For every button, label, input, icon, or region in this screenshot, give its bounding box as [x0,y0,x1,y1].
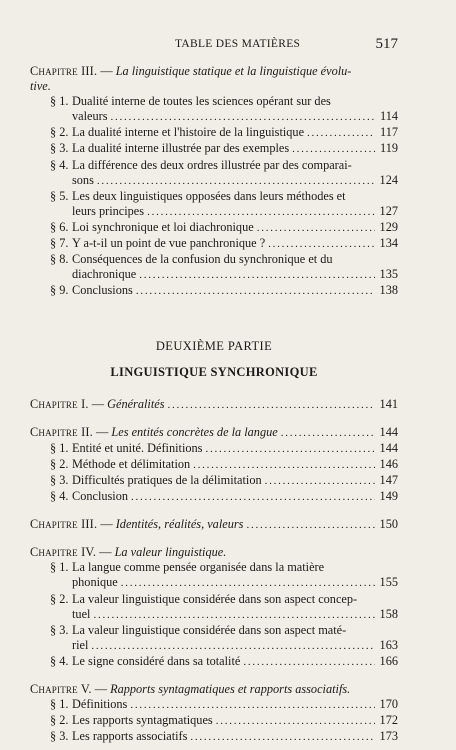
leader-dots [190,730,375,745]
section-title: La valeur linguistique considérée dans son aspect concep- [72,591,358,606]
leader-dots [136,284,375,299]
section-page: 158 [379,606,398,621]
leader-dots [111,110,375,125]
section-mark: § 1. [50,560,69,575]
section-title: Conclusions [72,283,133,298]
section-entry [50,236,398,252]
section-page: 138 [379,283,398,298]
chapter-dash: — [88,396,108,411]
section-entry [50,623,398,654]
section-title: Les deux linguistiques opposées dans leurs méthodes et [72,188,346,203]
section-entry [50,252,398,283]
leader-dots [167,398,375,413]
chapter-title: Identités, réalités, valeurs [115,517,244,532]
section-mark: § 6. [50,219,69,234]
section-mark: § 2. [50,591,69,606]
section-page: 114 [380,109,398,124]
section-page: 173 [379,729,398,744]
leader-dots [93,608,375,623]
section-page: 172 [379,713,398,728]
section-entry [50,654,398,670]
leader-dots [307,126,375,141]
section-mark: § 2. [50,456,69,471]
section-page: 166 [379,653,398,668]
section-title-continued: tuel [72,606,91,621]
section-entry [50,220,398,236]
chapter-title: Les entités concrètes de la langue [111,424,278,439]
section-entry [50,125,398,141]
section-page: 155 [379,575,398,590]
section-title: Méthode et délimitation [72,456,191,471]
leader-dots [265,474,375,489]
section-mark: § 2. [50,713,69,728]
chapter-dash: — [96,545,115,560]
chapter-page: 144 [379,424,398,439]
leader-dots [130,698,375,713]
section-title: La langue comme pensée organisée dans la matière [72,560,325,575]
chapter-title: Généralités [107,396,165,411]
section-mark: § 3. [50,622,69,637]
leader-dots [205,442,375,457]
section-page: 163 [379,637,398,652]
section-entry [50,489,398,505]
leader-dots [292,142,375,157]
leader-dots [139,268,375,283]
section-mark: § 1. [50,440,69,455]
page-number: 517 [375,36,398,52]
chapter-title: La valeur linguistique. [114,545,227,560]
chapter-3-heading [30,64,398,94]
section-title-continued: diachronique [72,267,137,282]
section-entry [50,473,398,489]
section-title: Conséquences de la confusion du synchronique et du [72,252,333,267]
chapter-3-entry [30,517,398,533]
section-title: Y a-t-il un point de vue panchronique ? [72,236,266,251]
part-title: LINGUISTIQUE SYNCHRONIQUE [110,364,318,379]
section-title: Conclusion [72,489,129,504]
section-title: Définitions [72,697,128,712]
chapter-title: La linguistique statique et la linguistique évolu- [115,64,352,78]
chapter-title: Rapports syntagmatiques et rapports associatifs. [110,682,351,696]
section-title: La différence des deux ordres illustrée par des comparai- [72,157,352,172]
section-title-continued: phonique [72,575,118,590]
leader-dots [121,576,375,591]
section-page: 149 [379,489,398,504]
section-title: Les rapports associatifs [72,729,188,744]
section-entry [50,441,398,457]
section-page: 146 [379,456,398,471]
chapter-4-heading [30,545,398,560]
section-entry [50,729,398,745]
section-title: La valeur linguistique considérée dans son aspect maté- [72,622,347,637]
chapter-dash: — [97,517,116,532]
chapter-label: Chapitre III. [30,517,98,532]
leader-dots [97,174,375,189]
chapter-dash: — [92,424,112,439]
section-mark: § 9. [50,283,69,298]
section-page: 147 [379,472,398,487]
section-title: Dualité interne de toutes les sciences opérant sur des [72,94,331,109]
chapter-5-heading [30,682,398,697]
chapter-dash: — [97,64,116,78]
section-mark: § 8. [50,252,69,267]
section-mark: § 1. [50,94,69,109]
section-page: 117 [380,125,398,140]
chapter-label: Chapitre II. [30,424,93,439]
section-mark: § 3. [50,141,69,156]
chapter-dash: — [91,682,111,696]
leader-dots [257,221,375,236]
section-mark: § 3. [50,472,69,487]
section-entry [50,94,398,125]
chapter-label: Chapitre I. [30,396,89,411]
section-title: Les rapports syntagmatiques [72,713,213,728]
running-title: TABLE DES MATIÈRES [175,38,301,50]
section-page: 135 [379,267,398,282]
chapter-label: Chapitre III. [30,64,98,78]
section-title: Le signe considéré dans sa totalité [72,653,241,668]
leader-dots [268,237,375,252]
leader-dots [91,639,375,654]
chapter-label: Chapitre IV. [30,545,97,560]
section-title-continued: sons [72,172,94,187]
section-title-continued: leurs principes [72,203,145,218]
chapter-title-continued: tive. [30,79,51,94]
table-of-contents [30,64,398,745]
section-entry [50,189,398,220]
section-title-continued: valeurs [72,109,108,124]
running-head [0,36,456,56]
section-title: La dualité interne et l'histoire de la linguistique [72,125,305,140]
chapter-page: 141 [379,396,398,411]
section-entry [50,592,398,623]
section-page: 170 [379,697,398,712]
section-page: 129 [379,219,398,234]
section-mark: § 4. [50,489,69,504]
part-heading: DEUXIÈME PARTIE [155,339,273,354]
section-title: Entité et unité. Définitions [72,440,203,455]
chapter-2-entry [30,425,398,441]
chapter-page: 150 [379,517,398,532]
section-mark: § 7. [50,236,69,251]
leader-dots [193,458,375,473]
leader-dots [243,655,375,670]
section-mark: § 4. [50,653,69,668]
leader-dots [246,518,375,533]
section-mark: § 1. [50,697,69,712]
section-page: 144 [379,440,398,455]
section-mark: § 3. [50,729,69,744]
section-title: Difficultés pratiques de la délimitation [72,472,262,487]
section-entry [50,560,398,591]
section-mark: § 2. [50,125,69,140]
section-entry [50,457,398,473]
section-title: Loi synchronique et loi diachronique [72,219,254,234]
section-entry [50,697,398,713]
section-page: 124 [379,172,398,187]
section-mark: § 5. [50,188,69,203]
leader-dots [131,490,375,505]
section-page: 134 [379,236,398,251]
leader-dots [216,714,375,729]
section-title-continued: riel [72,637,89,652]
chapter-1-entry [30,397,398,413]
section-entry [50,158,398,189]
section-entry [50,283,398,299]
leader-dots [147,205,375,220]
section-entry [50,713,398,729]
section-mark: § 4. [50,157,69,172]
leader-dots [281,426,375,441]
section-page: 127 [379,203,398,218]
section-page: 119 [380,141,398,156]
chapter-label: Chapitre V. [30,682,92,696]
section-title: La dualité interne illustrée par des exemples [72,141,290,156]
section-entry [50,141,398,157]
